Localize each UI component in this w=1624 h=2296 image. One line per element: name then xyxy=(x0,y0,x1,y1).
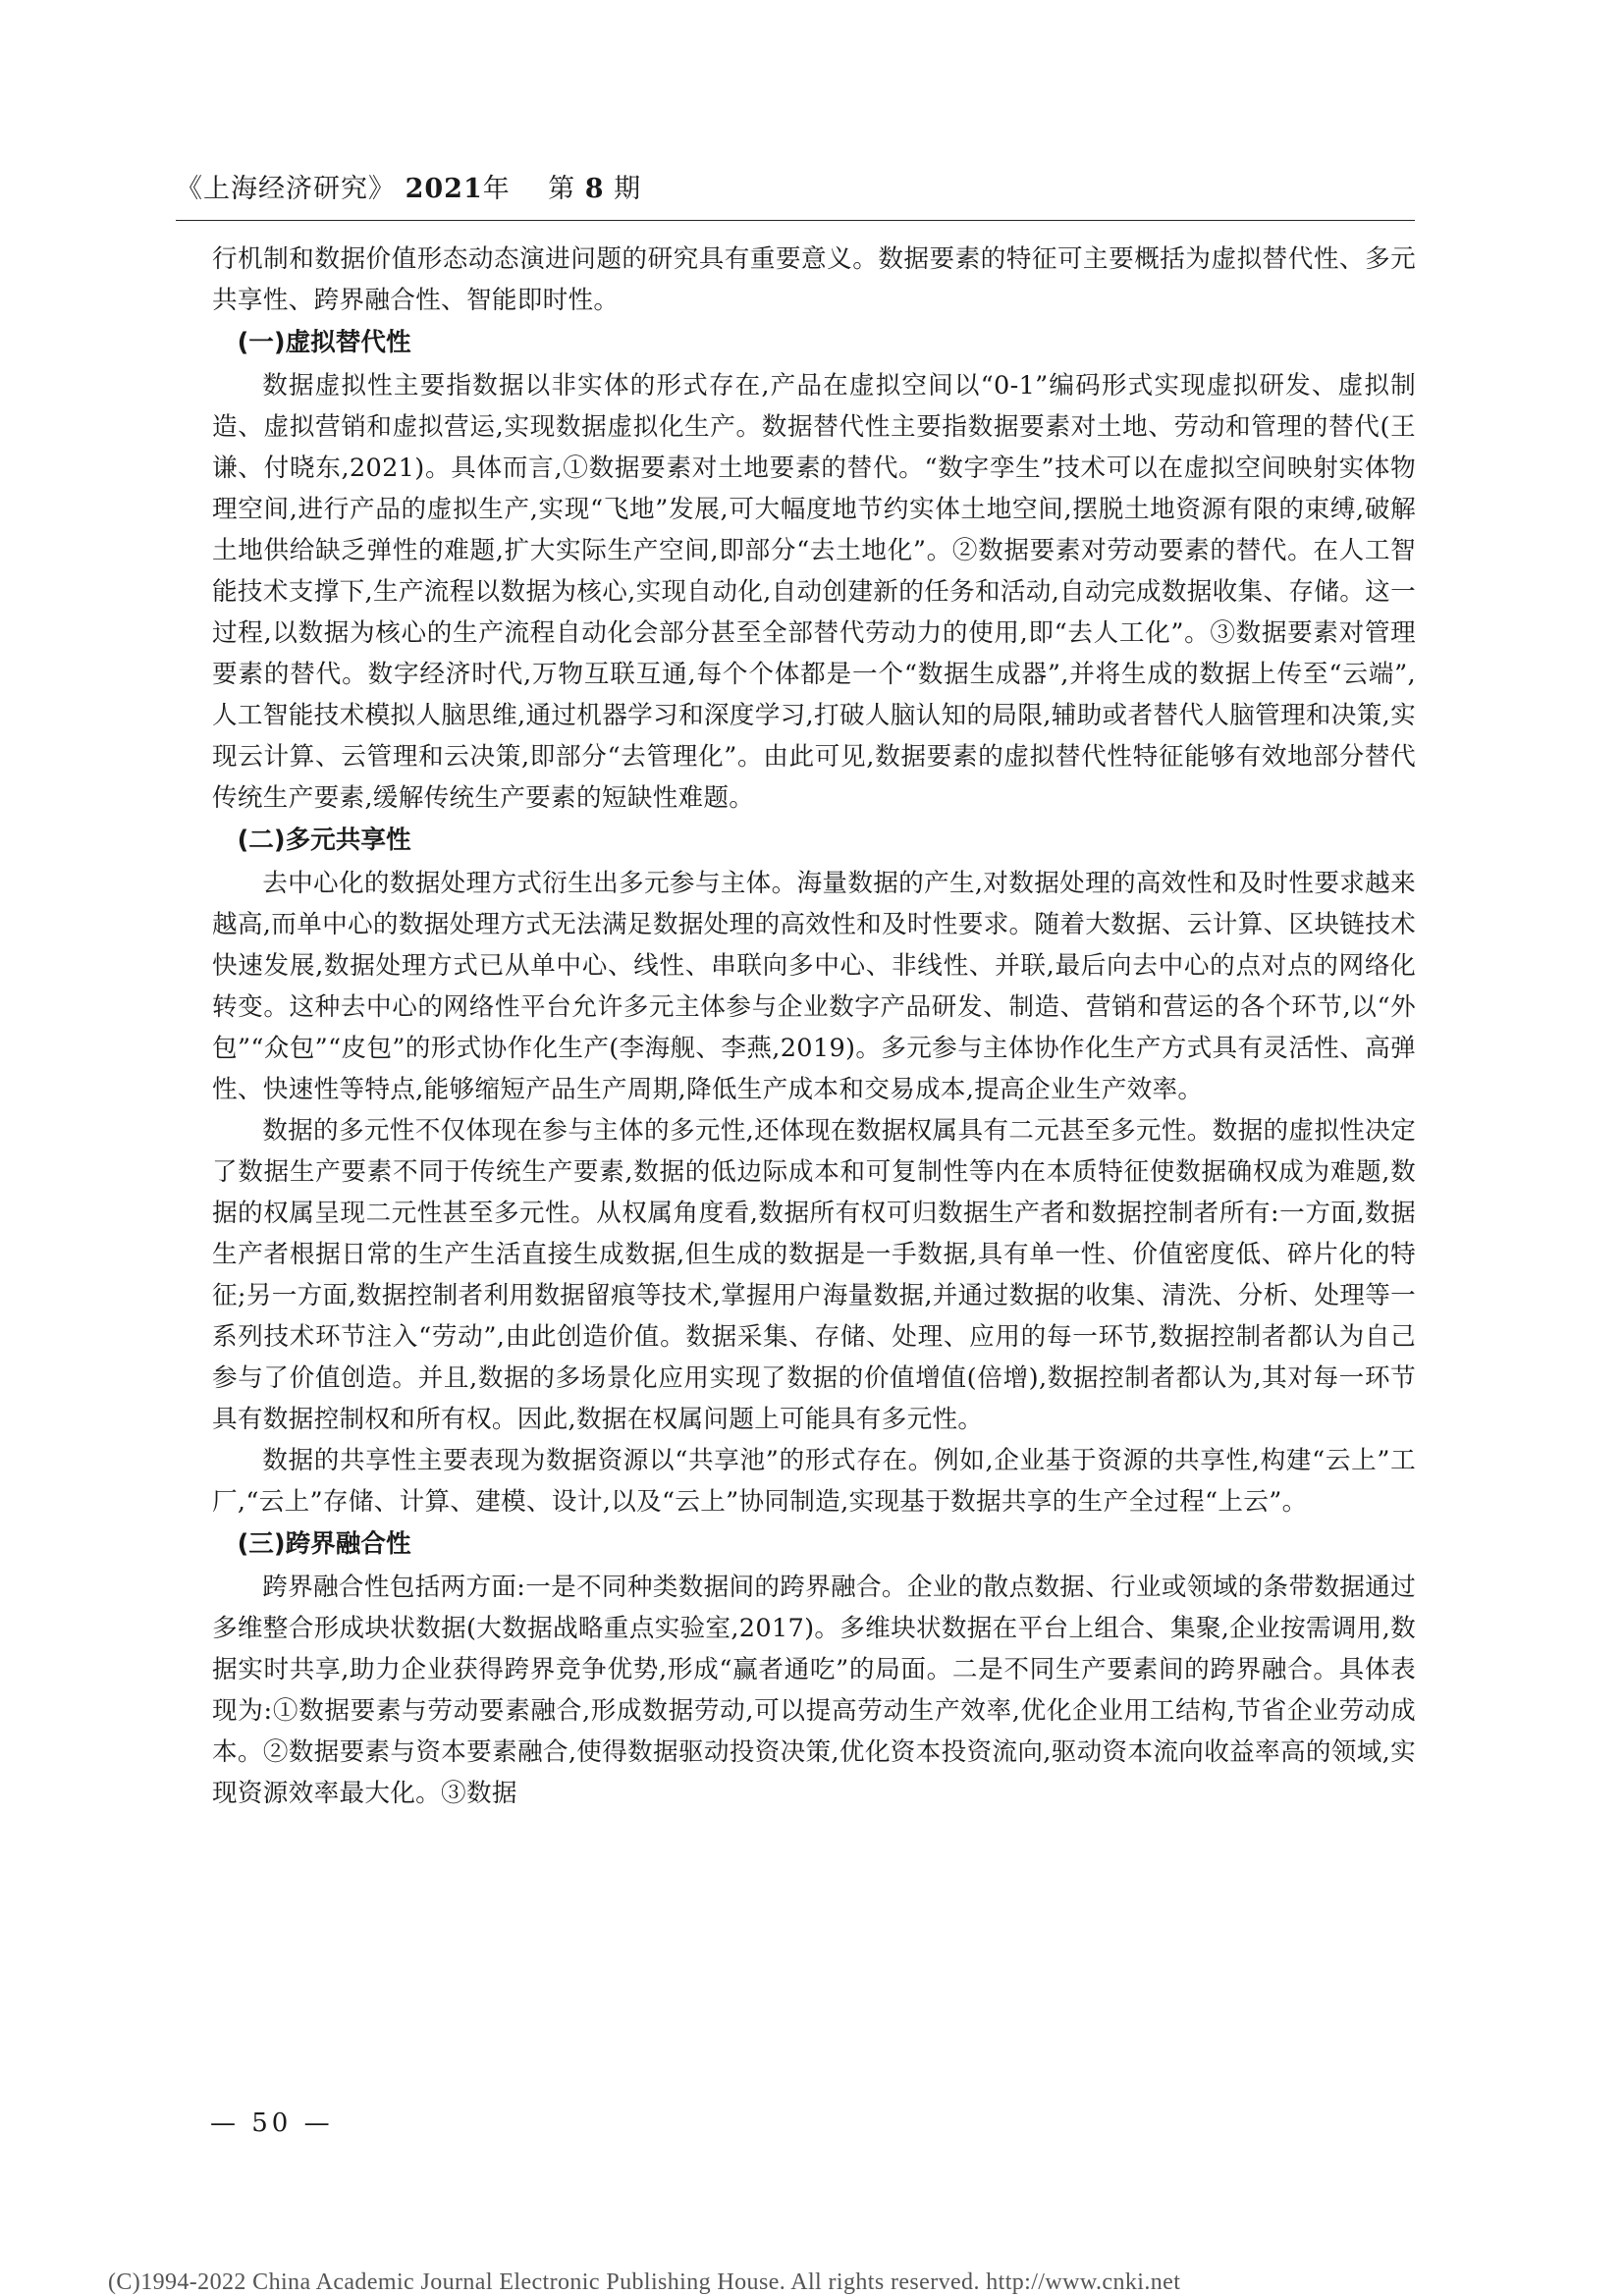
issue-number: 8 xyxy=(584,174,605,204)
journal-name: 《上海经济研究》 xyxy=(176,174,396,204)
paragraph: 数据的共享性主要表现为数据资源以“共享池”的形式存在。例如,企业基于资源的共享性,构建“云上”工厂,“云上”存储、计算、建模、设计,以及“云上”协同制造,实现基于数据共享的生产全过程“上云”。 xyxy=(212,1446,1416,1517)
section-heading-cross-border-integration: (三)跨界融合性 xyxy=(237,1529,411,1559)
paragraph: 数据虚拟性主要指数据以非实体的形式存在,产品在虚拟空间以“0-1”编码形式实现虚拟研发、虚拟制造、虚拟营销和虚拟营运,实现数据虚拟化生产。数据替代性主要指数据要素对土地、劳动和管理的替代(王谦、付晓东,2021)。具体而言,①数据要素对土地要素的替代。“数字孪生”技术可以在虚拟空间映射实体物理空间,进行产品的虚拟生产,实现“飞地”发展,可大幅度地节约实体土地空间,摆脱土地资源有限的束缚,破解土地供给缺乏弹性的难题,扩大实际生产空间,即部分“去土地化”。②数据要素对劳动要素的替代。在人工智能技术支撑下,生产流程以数据为核心,实现自动化,自动创建新的任务和活动,自动完成数据收集、存储。这一过程,以数据为核心的生产流程自动化会部分甚至全部替代劳动力的使用,即“去人工化”。③数据要素对管理要素的替代。数字经济时代,万物互联互通,每个个体都是一个“数据生成器”,并将生成的数据上传至“云端”,人工智能技术模拟人脑思维,通过机器学习和深度学习,打破人脑认知的局限,辅助或者替代人脑管理和决策,实现云计算、云管理和云决策,即部分“去管理化”。由此可见,数据要素的虚拟替代性特征能够有效地部分替代传统生产要素,缓解传统生产要素的短缺性难题。 xyxy=(212,371,1416,813)
article-body xyxy=(212,239,1416,1814)
copyright-footer: (C)1994-2022 China Academic Journal Electronic Publishing House. All rights reserved. http://www.cnki.net xyxy=(108,2269,1181,2295)
issue-suffix: 期 xyxy=(614,174,642,204)
section-heading-multi-sharing: (二)多元共享性 xyxy=(237,826,411,855)
paragraph: 跨界融合性包括两方面:一是不同种类数据间的跨界融合。企业的散点数据、行业或领域的条带数据通过多维整合形成块状数据(大数据战略重点实验室,2017)。多维块状数据在平台上组合、集聚,企业按需调用,数据实时共享,助力企业获得跨界竞争优势,形成“赢者通吃”的局面。二是不同生产要素间的跨界融合。具体表现为:①数据要素与劳动要素融合,形成数据劳动,可以提高劳动生产效率,优化企业用工结构,节省企业劳动成本。②数据要素与资本要素融合,使得数据驱动投资决策,优化资本投资流向,驱动资本流向收益率高的领域,实现资源效率最大化。③数据 xyxy=(212,1573,1416,1808)
paragraph-intro: 行机制和数据价值形态动态演进问题的研究具有重要意义。数据要素的特征可主要概括为虚拟替代性、多元共享性、跨界融合性、智能即时性。 xyxy=(212,244,1416,315)
paragraph: 数据的多元性不仅体现在参与主体的多元性,还体现在数据权属具有二元甚至多元性。数据的虚拟性决定了数据生产要素不同于传统生产要素,数据的低边际成本和可复制性等内在本质特征使数据确权成为难题,数据的权属呈现二元性甚至多元性。从权属角度看,数据所有权可归数据生产者和数据控制者所有:一方面,数据生产者根据日常的生产生活直接生成数据,但生成的数据是一手数据,具有单一性、价值密度低、碎片化的特征;另一方面,数据控制者利用数据留痕等技术,掌握用户海量数据,并通过数据的收集、清洗、分析、处理等一系列技术环节注入“劳动”,由此创造价值。数据采集、存储、处理、应用的每一环节,数据控制者都认为自己参与了价值创造。并且,数据的多场景化应用实现了数据的价值增值(倍增),数据控制者都认为,其对每一环节具有数据控制权和所有权。因此,数据在权属问题上可能具有多元性。 xyxy=(212,1116,1416,1434)
page-number: — 50 — xyxy=(210,2109,334,2138)
issue-year-unit: 年 xyxy=(482,174,511,204)
section-heading-virtual-substitution: (一)虚拟替代性 xyxy=(237,328,411,357)
paragraph: 去中心化的数据处理方式衍生出多元参与主体。海量数据的产生,对数据处理的高效性和及时性要求越来越高,而单中心的数据处理方式无法满足数据处理的高效性和及时性要求。随着大数据、云计算、区块链技术快速发展,数据处理方式已从单中心、线性、串联向多中心、非线性、并联,最后向去中心的点对点的网络化转变。这种去中心的网络性平台允许多元主体参与企业数字产品研发、制造、营销和营运的各个环节,以“外包”“众包”“皮包”的形式协作化生产(李海舰、李燕,2019)。多元参与主体协作化生产方式具有灵活性、高弹性、快速性等特点,能够缩短产品生产周期,降低生产成本和交易成本,提高企业生产效率。 xyxy=(212,869,1416,1104)
issue-year: 2021 xyxy=(405,174,483,204)
running-header xyxy=(176,173,1415,221)
issue-prefix: 第 xyxy=(548,174,576,204)
